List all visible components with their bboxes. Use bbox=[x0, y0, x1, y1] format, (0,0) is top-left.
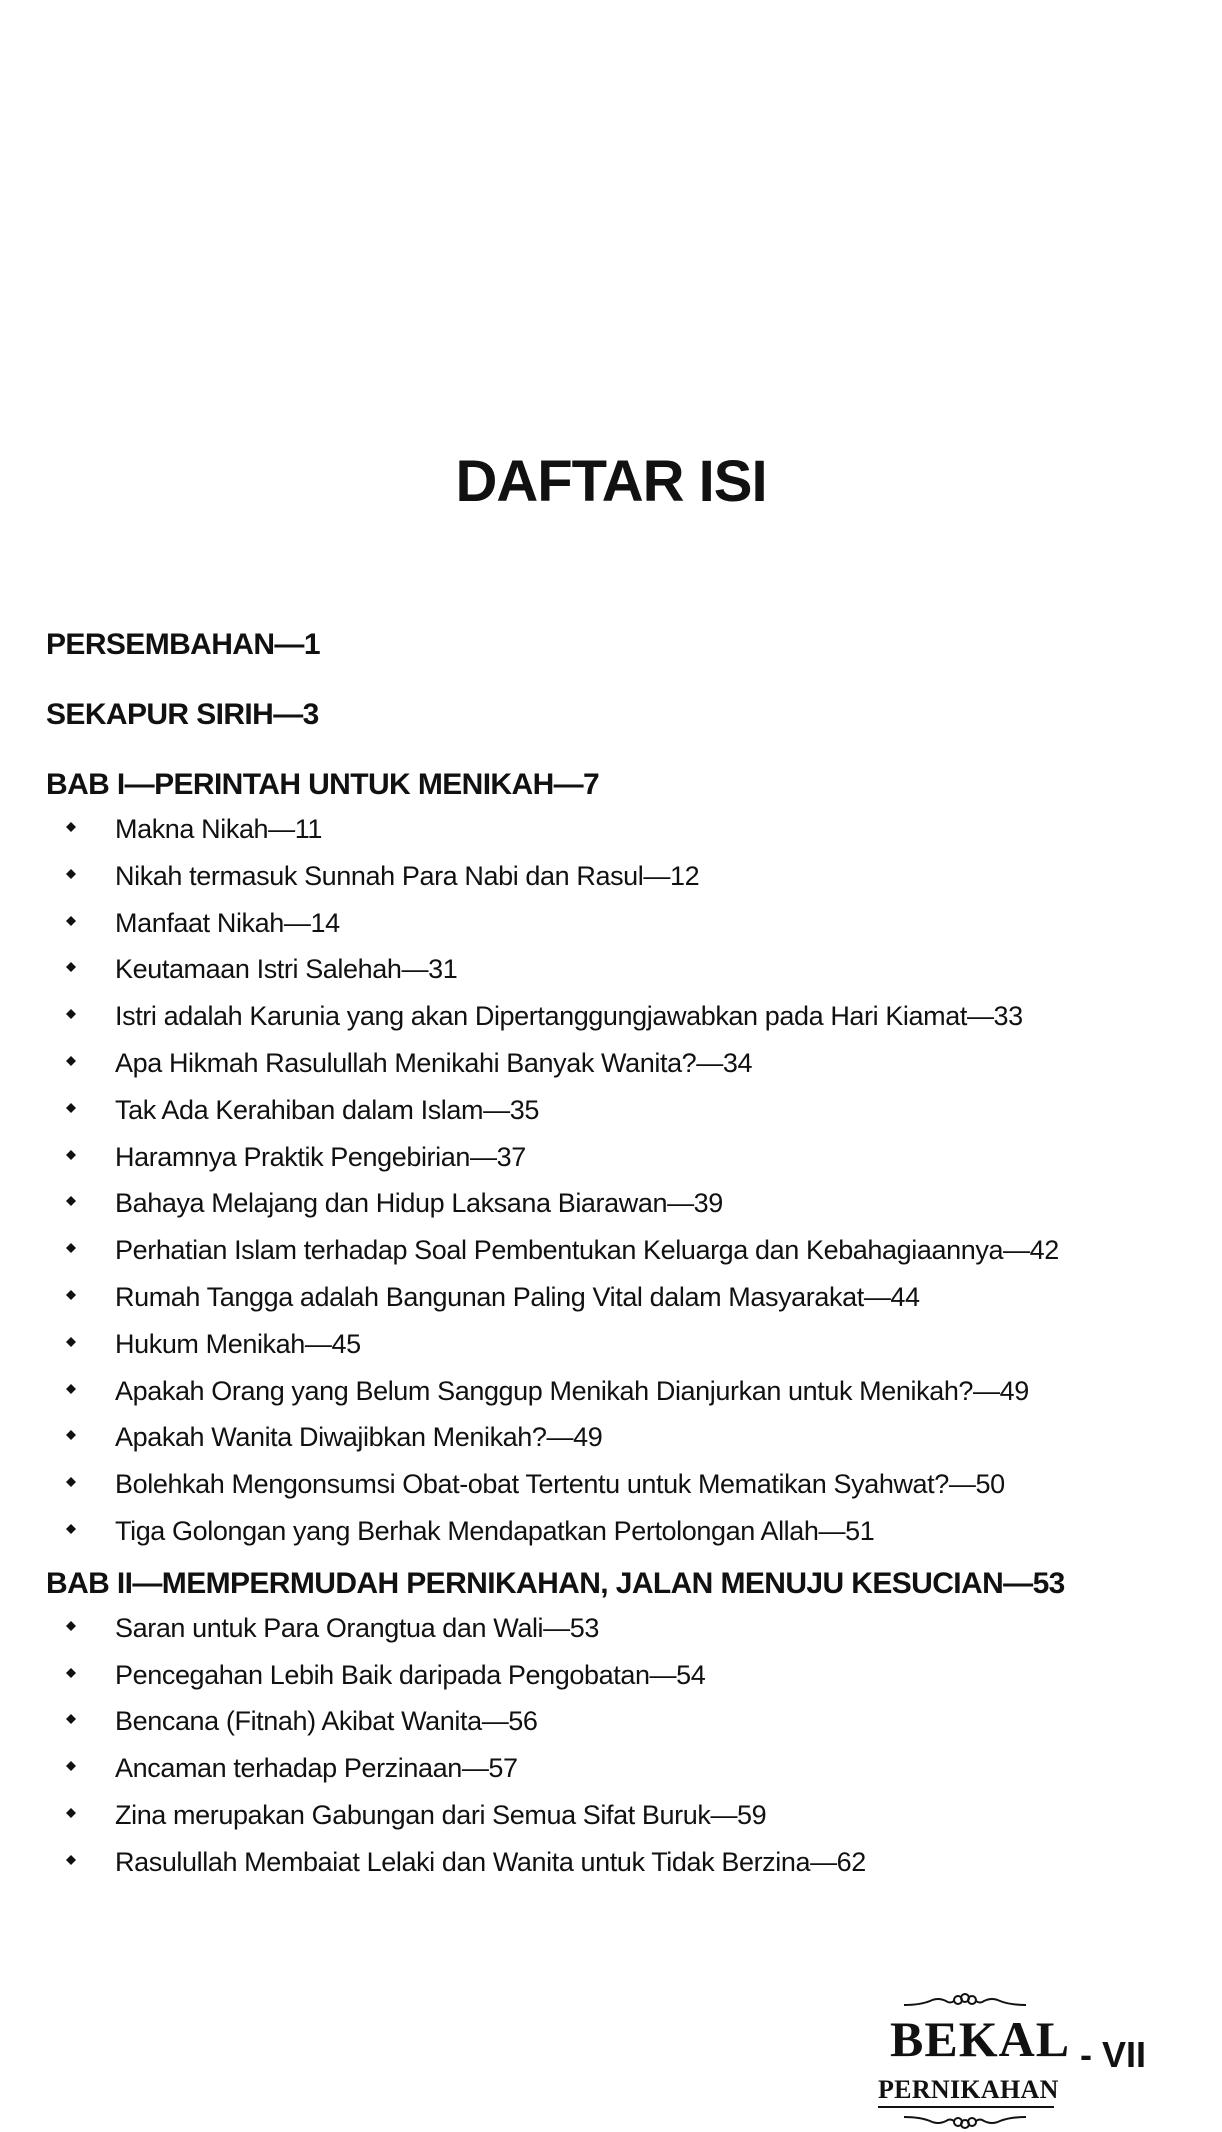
toc-heading-bab-2: BAB II—MEMPERMUDAH PERNIKAHAN, JALAN MENUJU KESUCIAN—53 bbox=[46, 1566, 1065, 1600]
toc-item bbox=[46, 1792, 1186, 1839]
toc-item bbox=[46, 1698, 1186, 1745]
toc-item bbox=[46, 1414, 1186, 1461]
toc-item bbox=[46, 1180, 1186, 1227]
toc-item-text: Bahaya Melajang dan Hidup Laksana Biarawan—39 bbox=[115, 1188, 723, 1219]
toc-heading-bab-1: BAB I—PERINTAH UNTUK MENIKAH—7 bbox=[46, 768, 600, 801]
diamond-bullet-icon bbox=[66, 869, 76, 879]
diamond-bullet-icon bbox=[66, 1524, 76, 1534]
toc-item-text: Rasulullah Membaiat Lelaki dan Wanita untuk Tidak Berzina—62 bbox=[115, 1846, 866, 1877]
toc-item-text: Makna Nikah—11 bbox=[115, 814, 322, 844]
toc-item bbox=[46, 1227, 1186, 1274]
toc-item bbox=[46, 1321, 1186, 1368]
toc-item bbox=[46, 1087, 1186, 1134]
toc-item bbox=[46, 1368, 1186, 1415]
toc-item bbox=[46, 853, 1186, 900]
page-number: - VII bbox=[1080, 2034, 1147, 2075]
toc-item-text: Hukum Menikah—45 bbox=[115, 1328, 361, 1359]
toc-item-text: Rumah Tangga adalah Bangunan Paling Vital dalam Masyarakat—44 bbox=[115, 1281, 920, 1312]
brand-title-bekal: BEKAL bbox=[890, 2011, 1071, 2067]
toc-item-text: Bolehkah Mengonsumsi Obat-obat Tertentu untuk Mematikan Syahwat?—50 bbox=[115, 1469, 1005, 1500]
toc-item bbox=[46, 946, 1186, 993]
diamond-bullet-icon bbox=[66, 1808, 76, 1818]
scroll-ornament-icon bbox=[900, 1992, 1030, 2010]
toc-item-text: Manfaat Nikah—14 bbox=[115, 907, 340, 938]
toc-item-text: Perhatian Islam terhadap Soal Pembentukan Keluarga dan Kebahagiaannya—42 bbox=[115, 1235, 1059, 1266]
diamond-bullet-icon bbox=[66, 1477, 76, 1487]
toc-item bbox=[46, 1508, 1186, 1555]
toc-item-text: Nikah termasuk Sunnah Para Nabi dan Rasul—12 bbox=[115, 860, 700, 891]
toc-item-text: Istri adalah Karunia yang akan Dipertanggungjawabkan pada Hari Kiamat—33 bbox=[115, 1001, 1023, 1032]
page-title: DAFTAR ISI bbox=[455, 449, 767, 514]
toc-heading-persembahan: PERSEMBAHAN—1 bbox=[46, 628, 320, 661]
diamond-bullet-icon bbox=[66, 1056, 76, 1066]
toc-item bbox=[46, 1134, 1186, 1181]
toc-item-text: Apakah Wanita Diwajibkan Menikah?—49 bbox=[115, 1422, 603, 1453]
toc-item-text: Tak Ada Kerahiban dalam Islam—35 bbox=[115, 1094, 539, 1125]
toc-item-text: Saran untuk Para Orangtua dan Wali—53 bbox=[115, 1612, 599, 1643]
table-of-contents bbox=[46, 628, 1186, 1898]
toc-list-bab-1 bbox=[46, 806, 1186, 1555]
diamond-bullet-icon bbox=[66, 962, 76, 972]
diamond-bullet-icon bbox=[66, 1621, 76, 1631]
diamond-bullet-icon bbox=[66, 1430, 76, 1440]
toc-item-text: Ancaman terhadap Perzinaan—57 bbox=[115, 1753, 518, 1784]
toc-item bbox=[46, 1839, 1186, 1886]
diamond-bullet-icon bbox=[66, 1714, 76, 1724]
toc-item bbox=[46, 1652, 1186, 1699]
diamond-bullet-icon bbox=[66, 1103, 76, 1113]
toc-item bbox=[46, 900, 1186, 947]
toc-item bbox=[46, 993, 1186, 1040]
diamond-bullet-icon bbox=[66, 1761, 76, 1771]
toc-item bbox=[46, 806, 1186, 853]
toc-item-text: Apa Hikmah Rasulullah Menikahi Banyak Wanita?—34 bbox=[115, 1047, 753, 1078]
diamond-bullet-icon bbox=[66, 1150, 76, 1160]
diamond-bullet-icon bbox=[66, 822, 76, 832]
toc-item-text: Pencegahan Lebih Baik daripada Pengobatan—54 bbox=[115, 1659, 706, 1690]
diamond-bullet-icon bbox=[66, 916, 76, 926]
toc-item-text: Bencana (Fitnah) Akibat Wanita—56 bbox=[115, 1706, 538, 1737]
toc-item bbox=[46, 1745, 1186, 1792]
toc-heading-sekapur-sirih: SEKAPUR SIRIH—3 bbox=[46, 698, 319, 731]
toc-item-text: Apakah Orang yang Belum Sanggup Menikah Dianjurkan untuk Menikah?—49 bbox=[115, 1375, 1029, 1406]
toc-item bbox=[46, 1274, 1186, 1321]
diamond-bullet-icon bbox=[66, 1243, 76, 1253]
toc-item-text: Keutamaan Istri Salehah—31 bbox=[115, 954, 458, 985]
scroll-ornament-icon bbox=[900, 2112, 1030, 2130]
diamond-bullet-icon bbox=[66, 1337, 76, 1347]
brand-title-pernikahan: PERNIKAHAN bbox=[878, 2074, 1054, 2108]
diamond-bullet-icon bbox=[66, 1009, 76, 1019]
diamond-bullet-icon bbox=[66, 1384, 76, 1394]
toc-item-text: Tiga Golongan yang Berhak Mendapatkan Pertolongan Allah—51 bbox=[115, 1515, 875, 1546]
diamond-bullet-icon bbox=[66, 1855, 76, 1865]
toc-item bbox=[46, 1605, 1186, 1652]
book-brand-mark bbox=[870, 1992, 1100, 2132]
toc-item bbox=[46, 1461, 1186, 1508]
diamond-bullet-icon bbox=[66, 1290, 76, 1300]
toc-item-text: Haramnya Praktik Pengebirian—37 bbox=[115, 1141, 526, 1172]
toc-list-bab-2 bbox=[46, 1605, 1186, 1886]
toc-item bbox=[46, 1040, 1186, 1087]
toc-item-text: Zina merupakan Gabungan dari Semua Sifat Buruk—59 bbox=[115, 1799, 767, 1830]
diamond-bullet-icon bbox=[66, 1196, 76, 1206]
diamond-bullet-icon bbox=[66, 1668, 76, 1678]
